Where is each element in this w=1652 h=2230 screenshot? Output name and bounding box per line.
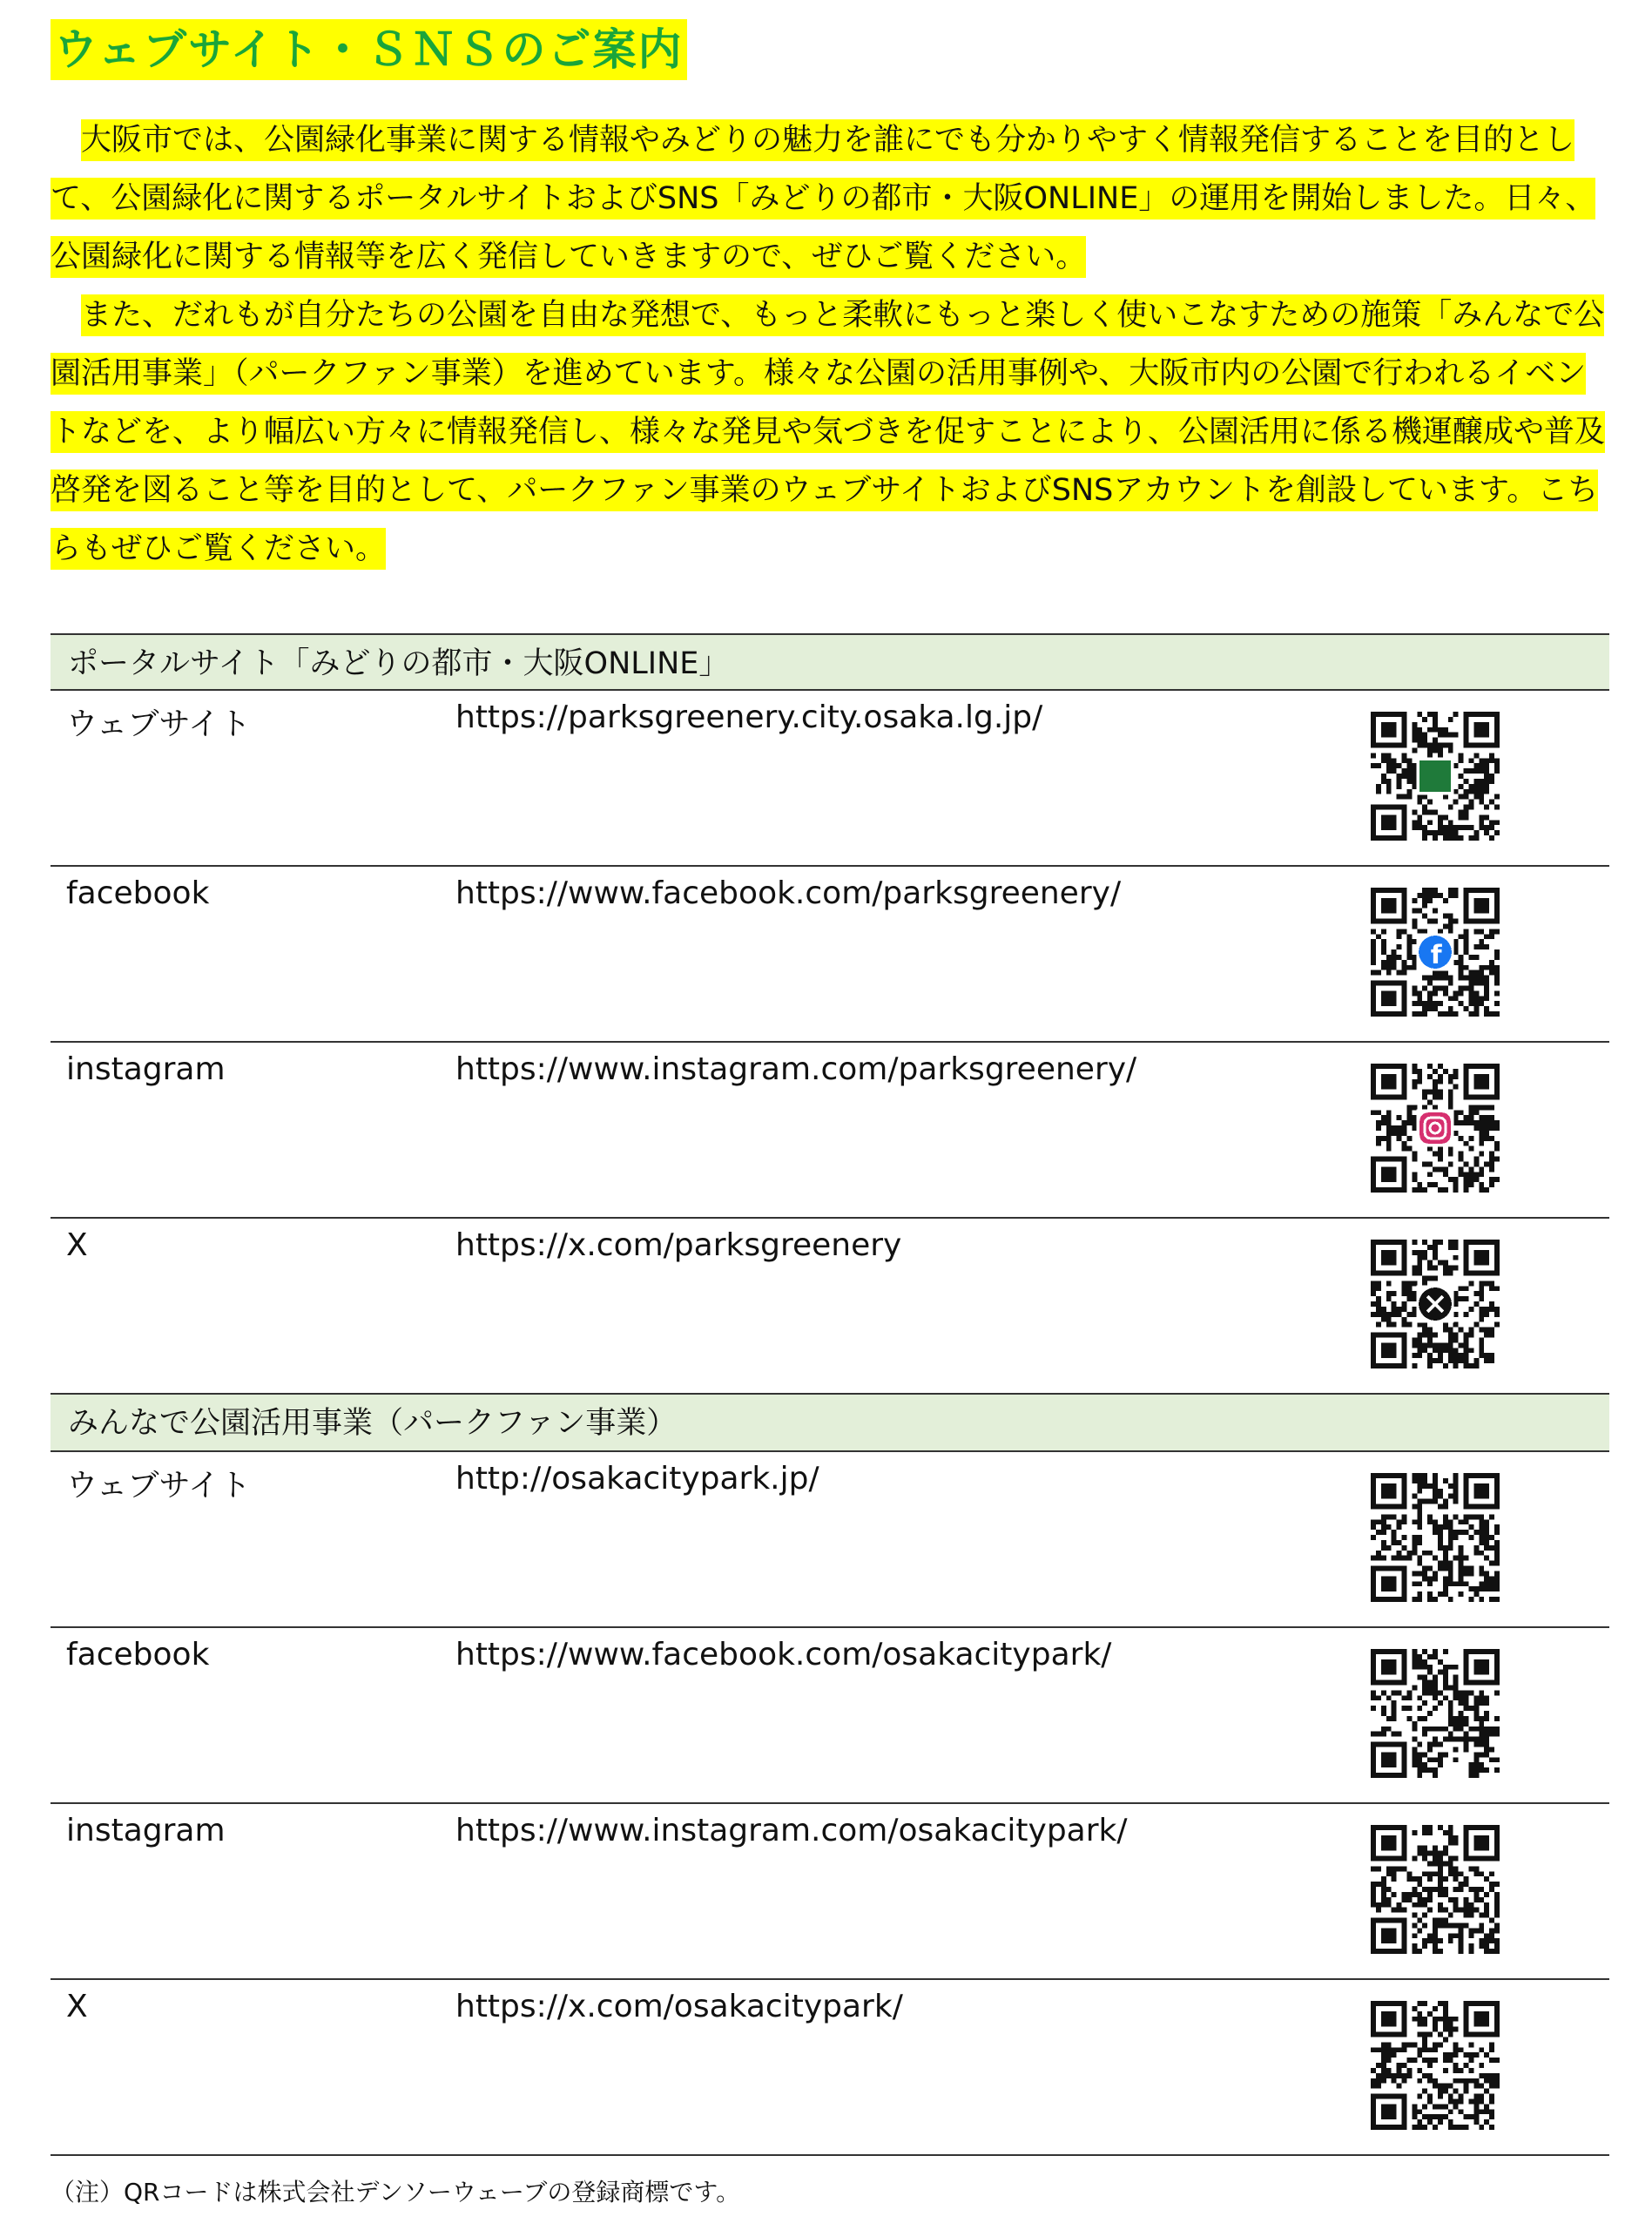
section-parkfan [51, 1395, 1609, 2156]
footnote: （注）QRコードは株式会社デンソーウェーブの登録商標です。 [51, 2178, 741, 2206]
qr-pattern [1371, 712, 1500, 841]
qr-code [1371, 1825, 1500, 1954]
section-portal [51, 633, 1609, 1395]
svg-text:f: f [1430, 940, 1442, 970]
table-row [51, 1628, 1609, 1804]
qr-pattern [1371, 1825, 1500, 1954]
table-row [51, 867, 1609, 1043]
table-row [51, 691, 1609, 867]
row-label: facebook [66, 875, 210, 911]
row-label: X [66, 1989, 88, 2024]
row-url-link[interactable]: https://www.facebook.com/osakacitypark/ [455, 1637, 1112, 1672]
qr-code [1371, 1649, 1500, 1778]
qr-pattern [1371, 2001, 1500, 2130]
qr-pattern [1371, 1473, 1500, 1602]
section-header: みんなで公園活用事業（パークファン事業） [51, 1395, 1609, 1452]
qr-pattern [1371, 1064, 1500, 1193]
row-url-link[interactable]: https://www.instagram.com/parksgreenery/ [455, 1051, 1137, 1087]
intro-paragraph-1 [51, 112, 1609, 287]
qr-pattern [1371, 1240, 1500, 1368]
intro-text [51, 112, 1609, 578]
qr-code [1371, 712, 1500, 841]
row-url-link[interactable]: https://www.instagram.com/osakacitypark/ [455, 1813, 1128, 1848]
row-label: ウェブサイト [66, 706, 252, 742]
intro-paragraph-2 [51, 287, 1609, 578]
row-label: facebook [66, 1637, 210, 1672]
table-row [51, 1219, 1609, 1395]
table-row [51, 1043, 1609, 1219]
qr-pattern [1371, 888, 1500, 1017]
qr-code [1371, 888, 1500, 1017]
page-title: ウェブサイト・ＳＮＳのご案内 [51, 19, 687, 80]
links-table [51, 633, 1609, 2156]
qr-pattern [1371, 1649, 1500, 1778]
qr-code [1371, 1240, 1500, 1368]
qr-code [1371, 1064, 1500, 1193]
table-row [51, 1980, 1609, 2156]
instagram-icon [1419, 1112, 1451, 1144]
row-label: instagram [66, 1813, 226, 1848]
row-label: X [66, 1227, 88, 1263]
row-url-link[interactable]: https://parksgreenery.city.osaka.lg.jp/ [455, 699, 1043, 735]
row-label: ウェブサイト [66, 1468, 252, 1504]
row-url-link[interactable]: https://x.com/parksgreenery [455, 1227, 902, 1263]
table-row [51, 1804, 1609, 1980]
qr-code [1371, 2001, 1500, 2130]
row-url-link[interactable]: https://www.facebook.com/parksgreenery/ [455, 875, 1122, 911]
x-icon [1419, 1287, 1452, 1321]
intro-paragraph-1-text: 大阪市では、公園緑化事業に関する情報やみどりの魅力を誰にでも分かりやすく情報発信することを目的として、公園緑化に関するポータルサイトおよびSNS「みどりの都市・大阪ONLINE」の運用を開始しました。日々、公園緑化に関する情報等を広く発信していきますので、ぜひご覧ください。 [51, 119, 1595, 278]
intro-paragraph-2-text: また、だれもが自分たちの公園を自由な発想で、もっと柔軟にもっと楽しく使いこなすための施策「みんなで公園活用事業」（パークファン事業）を進めています。様々な公園の活用事例や、大阪市内の公園で行われるイベントなどを、より幅広い方々に情報発信し、様々な発見や気づきを促すことにより、公園活用に係る機運醸成や普及啓発を図ること等を目的として、パークファン事業のウェブサイトおよびSNSアカウントを創設しています。こちらもぜひご覧ください。 [51, 294, 1605, 570]
qr-code [1371, 1473, 1500, 1602]
row-url-link[interactable]: https://x.com/osakacitypark/ [455, 1989, 903, 2024]
table-row [51, 1452, 1609, 1628]
section-header: ポータルサイト「みどりの都市・大阪ONLINE」 [51, 633, 1609, 691]
row-label: instagram [66, 1051, 226, 1087]
row-url-link[interactable]: http://osakacitypark.jp/ [455, 1461, 819, 1497]
green-square [1419, 760, 1451, 792]
